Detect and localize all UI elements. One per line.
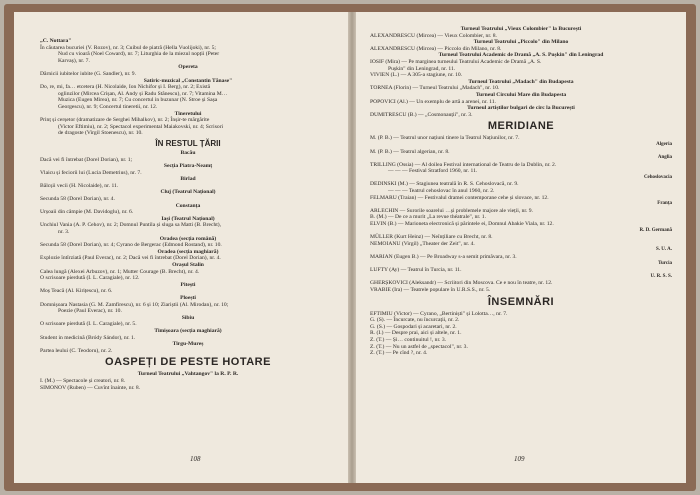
left-page: [14, 12, 348, 483]
country-heading: Algeria: [656, 141, 672, 147]
section-heading: Turneul Circului Mare din Budapesta: [475, 91, 567, 98]
entry-line: Moș Teacă (Al. Kirițescu), nr. 6.: [40, 288, 113, 295]
entry-line: Urșoaii din câmpie (M. Davidoglu), nr. 6.: [40, 209, 134, 216]
entry-line: I. (M.) — Spectacole și creatori, nr. 8.: [40, 377, 126, 384]
country-heading: S. U. A.: [656, 247, 672, 253]
country-heading: Turcia: [658, 260, 672, 266]
left-page-number: 108: [190, 455, 201, 463]
entry-line: Student in medicină (Bródy Sándor), nr. 1.: [40, 334, 136, 341]
entry-continuation: Muzica (Eugen Mirea), nr. 7; Cu concertul in buzunar (N. Stroe și Sașa: [58, 97, 218, 104]
entry-line: SIMONOV (Ruben) — Cuvînt înainte, nr. 8.: [40, 384, 141, 391]
country-heading: Anglia: [657, 155, 672, 161]
right-page-number: 109: [514, 455, 525, 463]
entry-line: ALEXANDRESCU (Mircea) — Vieux Colombier, nr. 8.: [370, 32, 497, 39]
entry-line: VIVIEN (L.) — A 305-a stagiune, nr. 10.: [370, 72, 463, 79]
book-gutter: [348, 12, 356, 483]
right-page: [356, 12, 686, 483]
entry-line: Calea lungă (Alexei Arbuzov), nr. 1; Mutter Courage (B. Brecht), nr. 4.: [40, 268, 200, 275]
entry-continuation: — — — Teatrul cehoslovac în anul 1960, nr. 2.: [388, 188, 495, 195]
section-heading: Orașul Stalin: [172, 262, 204, 268]
entry-line: M. (P. B.) — Teatrul algerian, nr. 8.: [370, 148, 450, 155]
entry-line: DUMITRESCU (B.) — „Cosmonauții", nr. 3.: [370, 111, 473, 118]
section-heading: Turneul Teatrului „Madach" din Budapesta: [468, 78, 574, 85]
entry-line: În căutarea bucuriei (V. Rozov), nr. 3; Cuibul de piatră (Hella Vuolijoki), nr. 5;: [40, 44, 216, 51]
entry-continuation: Pușkin" din Leningrad, nr. 11.: [388, 65, 456, 72]
entry-line: Domnișoara Nastasia (G. M. Zamfirescu), nr. 6 și 10; Ziariștii (Al. Mirodan), nr. 10;: [40, 301, 229, 308]
entry-line: DEDINSKI (M.) — Stagiunea teatrală în R. S. Cehoslovacă, nr. 9.: [370, 181, 519, 188]
entry-line: O scrisoare pierdută (I. L. Caragiale), nr. 5.: [40, 321, 137, 328]
country-heading: Cehoslovacia: [643, 174, 672, 180]
section-heading: Pitești: [180, 281, 196, 288]
entry-line: POPOVICI (Al.) — Un exemplu de artă a arenei, nr. 11.: [370, 98, 496, 105]
section-heading: Timișoara (secția maghiară): [154, 327, 222, 334]
entry-line: G. (S). — Încurcate, nu încurcații, nr. 2.: [370, 317, 460, 324]
section-heading: Turneul artiștilor bulgari de circ la București: [467, 105, 575, 112]
entry-line: ELVIN (B.) — Marioneta electronică și părintele ei, Domnul Abakie Viala, nr. 12.: [370, 221, 554, 228]
entry-line: GHERȘKOVICI (Aleksandr) — Scriitori din Moscova. Ce e nou în teatre, nr. 12.: [370, 280, 553, 287]
entry-line: Unchiul Vania (A. P. Cehov), nr. 2; Domnul Puntila și sluga sa Matti (B. Brecht),: [40, 222, 222, 229]
entry-line: ARLECHIN — Surorile soarelui …și problemele majore ale vieții, nr. 9.: [370, 207, 533, 214]
left-page-content: [40, 38, 336, 391]
entry-continuation: nr. 3.: [58, 229, 70, 236]
entry-line: TRILLING (Ossia) — Al doilea Festival international de Teatru de la Dublin, nr. 2.: [370, 161, 557, 168]
entry-line: G. (S.) — Gospodari și acaretari, nr. 2.: [370, 323, 457, 330]
country-heading: Franța: [657, 201, 672, 207]
entry-line: Secunda 58 (Dorel Dorian), nr. 4; Cyrano de Bergerac (Edmond Rostand), nr. 10.: [40, 242, 222, 249]
section-heading: Tirgu-Mureș: [172, 341, 204, 348]
entry-line: NEMOIANU (Virgil) „Theater der Zeit", nr. 4.: [370, 240, 475, 247]
entry-line: R. (I.) — Despre prai, aici și altele, nr. 1.: [370, 330, 462, 337]
section-heading: „C. Nottara": [40, 38, 72, 44]
section-heading: Oradea (secția română): [159, 235, 217, 242]
entry-continuation: Georgescu), nr. 9; Concertul tineretii, nr. 12.: [58, 103, 158, 110]
entry-line: Z. (T.) — Pe cînd ?, nr. 4.: [370, 350, 428, 357]
entry-line: Partea leului (C. Teodoru), nr. 2.: [40, 347, 113, 354]
section-heading: Ploești: [180, 294, 196, 301]
entry-line: LUFTY (Ay) — Teatrul în Turcia, nr. 11.: [370, 267, 462, 274]
entry-line: Z. (T.) — Și… continuitul !, nr. 3.: [370, 336, 447, 343]
section-heading: Satiric-muzical „Constantin Tănase": [143, 77, 233, 84]
entry-line: MARIAN (Eugen B.) — Pe Broadway s-a semit primăvara, nr. 3.: [370, 254, 517, 260]
entry-line: B. (M.) — De ce a murit „La revue théatrale", nr. 1.: [370, 214, 486, 221]
entry-continuation: oglinzilor (Mircea Crișan, Al. Andy și Radu Stănescu), nr. 7; Vitamina M…: [58, 90, 228, 97]
major-heading: ÎNSEMNĂRI: [487, 295, 555, 308]
entry-continuation: (Victor Eftimiu), nr. 2; Spectacol experimental Maiakovski, nr. 4; Scrisori: [58, 123, 224, 130]
entry-continuation: Karvaș), nr. 7.: [58, 57, 90, 64]
major-heading: OASPEȚI DE PESTE HOTARE: [105, 356, 271, 369]
section-heading: Birlad: [180, 176, 196, 183]
entry-line: Z. (T.) — Nu un astfel de „spectacol", nr. 3.: [370, 343, 468, 350]
entry-line: Secunda 58 (Dorel Dorian), nr. 4.: [40, 196, 115, 203]
section-heading: Oradea (secția maghiară): [157, 248, 219, 255]
section-heading: Constanța: [175, 202, 201, 209]
entry-line: Vlaicu și feciorii lui (Lucia Demetrius), nr. 7.: [40, 169, 142, 176]
entry-line: FELMARU (Traian) — Festivalul dramei contemporane cehe și slovace, nr. 12.: [370, 194, 549, 201]
entry-line: MÜLLER (Kurt Heinz) — Neînțiliare cu Brecht, nr. 8.: [370, 234, 493, 241]
entry-line: M. (P. B.) — Teatrul unor națiuni tinere la Teatrul Națiunilor, nr. 7.: [370, 135, 520, 142]
entry-line: TORNEA (Florin) — Turneul Teatrului „Madach", nr. 10.: [370, 85, 500, 92]
country-heading: R. D. Germană: [639, 227, 672, 233]
entry-line: Dacă vei fi întrebat (Dorel Dorian), nr. 1;: [40, 156, 133, 163]
section-heading: Cluj (Teatrul Național): [160, 189, 216, 196]
entry-continuation: Poezie (Paul Everac), nr. 10.: [58, 308, 122, 315]
entry-line: Prinț și cerșetor (dramatizare de Serghei Mihalkov), nr. 2; Înșir-te mărgărite: [40, 117, 210, 124]
book-spread: [4, 4, 696, 491]
entry-continuation: Nud cu vioară (Noel Coward), nr. 7; Liturghia de la miezul nopții (Peter: [58, 51, 220, 58]
entry-line: Bălcșii vecii (H. Nicolaide), nr. 11.: [40, 182, 119, 189]
country-heading: U. R. S. S.: [650, 273, 672, 279]
entry-line: VRABIE (Ira) — Teatrele populare în U.R.S.S., nr. 5.: [370, 286, 491, 293]
section-heading: Turneul Teatrului „Vahtangov" la R. P. R.: [137, 371, 239, 378]
section-heading: Secția Piatra-Neamț: [163, 163, 213, 170]
entry-line: ALEXANDRESCU (Mircea) — Piccolo din Milano, nr. 8.: [370, 45, 502, 52]
entry-continuation: de dragoste (Virgil Stoenescu), nr. 10.: [58, 130, 143, 137]
region-heading: ÎN RESTUL ȚĂRII: [155, 138, 221, 148]
major-heading: MERIDIANE: [487, 120, 555, 133]
section-heading: Iași (Teatrul Național): [161, 215, 215, 222]
entry-continuation: — — — Festival Stratford 1960, nr. 11.: [388, 168, 478, 175]
entry-line: Do, re, mi, fa… etcetera (H. Nicolaide, Ion Nichifor și I. Berg), nr. 2; Există: [40, 84, 211, 91]
section-heading: Turneul Teatrului Academic de Dramă „A. S. Pușkin" din Leningrad: [438, 52, 604, 59]
section-heading: Turneul Teatrului „Piccolo" din Milano: [473, 39, 569, 46]
entry-line: EFTIMIU (Victor) — Cyrano, „Bertiniști" și Lolotta…, nr. 7.: [370, 310, 508, 317]
right-page-content: [370, 26, 672, 357]
entry-line: Explozie întîrziată (Paul Everac), nr. 2; Dacă vei fi întrebat (Dorel Dorian), nr. 4.: [40, 255, 221, 262]
section-heading: Sibiu: [181, 314, 195, 321]
entry-line: IOSIF (Mira) — Pe marginea turneului Teatrului Academic de Dramă „A. S.: [370, 58, 542, 65]
entry-line: Dărnicii iubitelor iubite (G. Sandler), nr. 9.: [40, 70, 137, 77]
section-heading: Bacău: [180, 149, 196, 156]
section-heading: Opereta: [178, 64, 198, 71]
entry-line: O scrisoare pierdută (I. L. Caragiale), nr. 12.: [40, 275, 140, 282]
section-heading: Turneul Teatrului „Vieux Colombier" la București: [460, 26, 582, 32]
section-heading: Tineretului: [174, 110, 202, 117]
